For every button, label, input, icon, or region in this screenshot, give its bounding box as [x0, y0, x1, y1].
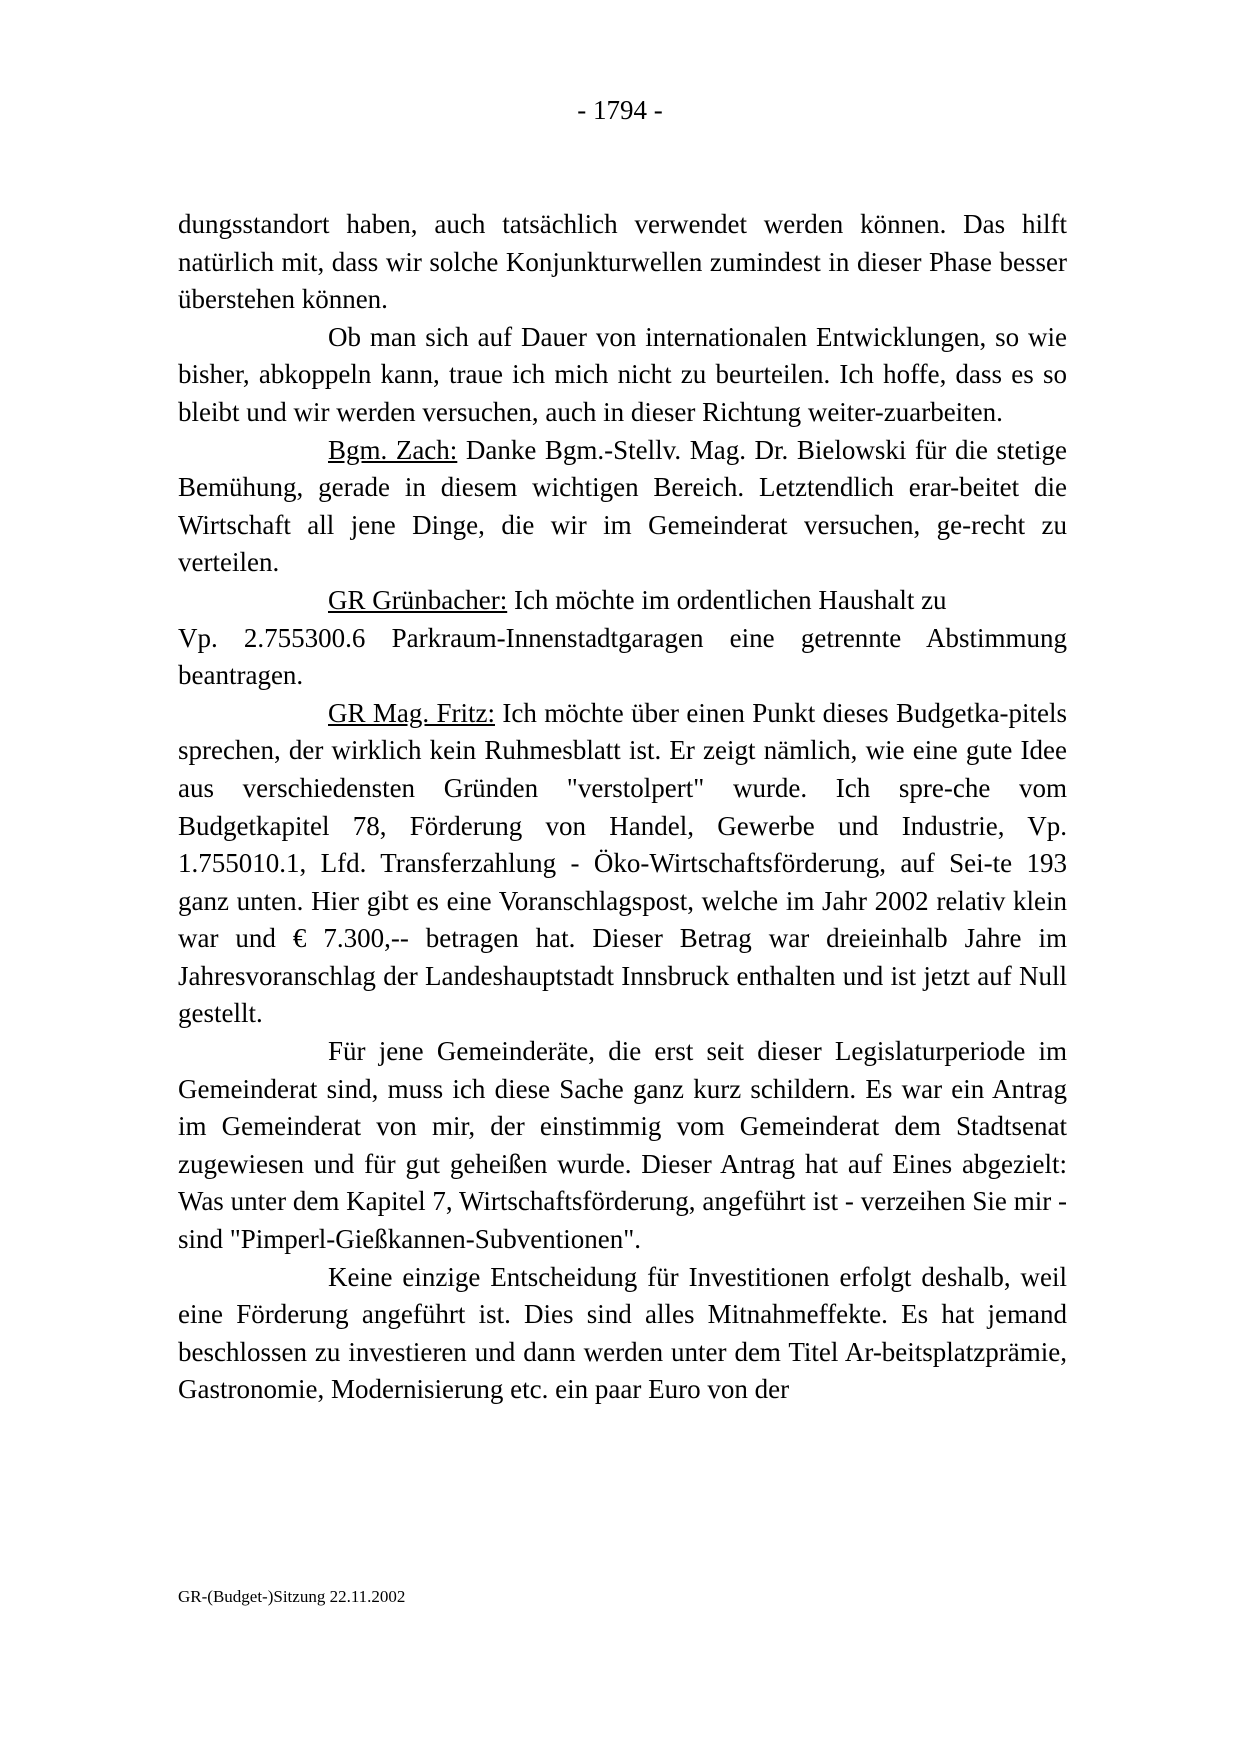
paragraph-text: Keine einzige Entscheidung für Investitionen erfolgt deshalb, weil eine Förderung angeführt ist. Dies sind alles Mitnahmeffekte. Es hat jemand beschlossen zu investieren und dann werden unter dem Titel Ar-beitsplatzprämie, Gastronomie, Modernisierung etc. ein paar Euro von der — [178, 1261, 1067, 1405]
footer-session-info: GR-(Budget-)Sitzung 22.11.2002 — [178, 1587, 406, 1606]
speech-gr-gruenbacher-continued — [178, 620, 1067, 695]
paragraph-text: Für jene Gemeinderäte, die erst seit dieser Legislaturperiode im Gemeinderat sind, muss ich diese Sache ganz kurz schildern. Es war ein Antrag im Gemeinderat von mir, der einstimmig vom Gemeinderat dem Stadtsenat zugewiesen und für gut geheißen wurde. Dieser Antrag hat auf Eines abgezielt: Was unter dem Kapitel 7, Wirtschaftsförderung, angeführt ist - verzeihen Sie mir - sind "Pimperl-Gießkannen-Subventionen". — [178, 1036, 1067, 1255]
paragraph — [178, 319, 1067, 432]
speaker-label: GR Mag. Fritz: — [328, 697, 495, 728]
speaker-label: Bgm. Zach: — [328, 434, 458, 465]
speech-text-line1: Ich möchte im ordentlichen Haushalt zu — [507, 584, 947, 615]
speech-text: Vp. 2.755300.6 Parkraum-Innenstadtgaragen eine getrennte Abstimmung beantragen. — [178, 622, 1067, 691]
paragraph-text: dungsstandort haben, auch tatsächlich verwendet werden können. Das hilft natürlich mit, dass wir solche Konjunkturwellen zumindest in dieser Phase besser überstehen können. — [178, 209, 1067, 315]
speech-gr-mag-fritz — [178, 695, 1067, 1033]
speech-gr-gruenbacher — [178, 582, 1067, 620]
speaker-label: GR Grünbacher: — [328, 584, 508, 615]
speech-bgm-zach — [178, 432, 1067, 582]
paragraph — [178, 1033, 1067, 1259]
paragraph-text: Ob man sich auf Dauer von internationalen Entwicklungen, so wie bisher, abkoppeln kann, traue ich mich nicht zu beurteilen. Ich hoffe, dass es so bleibt und wir werden versuchen, auch in dieser Richtung weiter-zuarbeiten. — [178, 321, 1067, 427]
page-number: - 1794 - — [577, 95, 663, 125]
document-body — [178, 206, 1067, 1409]
speech-text: Danke Bgm.-Stellv. Mag. Dr. Bielowski für die stetige Bemühung, gerade in diesem wichtigen Bereich. Letztendlich erar-beitet die Wirtschaft all jene Dinge, die wir im Gemeinderat versuchen, ge-recht zu verteilen. — [178, 434, 1067, 578]
paragraph-continuation — [178, 206, 1067, 319]
speech-text: Ich möchte über einen Punkt dieses Budgetka-pitels sprechen, der wirklich kein Ruhmesblatt ist. Er zeigt nämlich, wie eine gute Idee aus verschiedensten Gründen "verstolpert" wurde. Ich spre-che vom Budgetkapitel 78, Förderung von Handel, Gewerbe und Industrie, Vp. 1.755010.1, Lfd. Transferzahlung - Öko-Wirtschaftsförderung, auf Sei-te 193 ganz unten. Hier gibt es eine Voranschlagspost, welche im Jahr 2002 relativ klein war und € 7.300,-- betragen hat. Dieser Betrag war dreieinhalb Jahre im Jahresvoranschlag der Landeshauptstadt Innsbruck enthalten und ist jetzt auf Null gestellt. — [178, 697, 1067, 1029]
paragraph — [178, 1259, 1067, 1409]
